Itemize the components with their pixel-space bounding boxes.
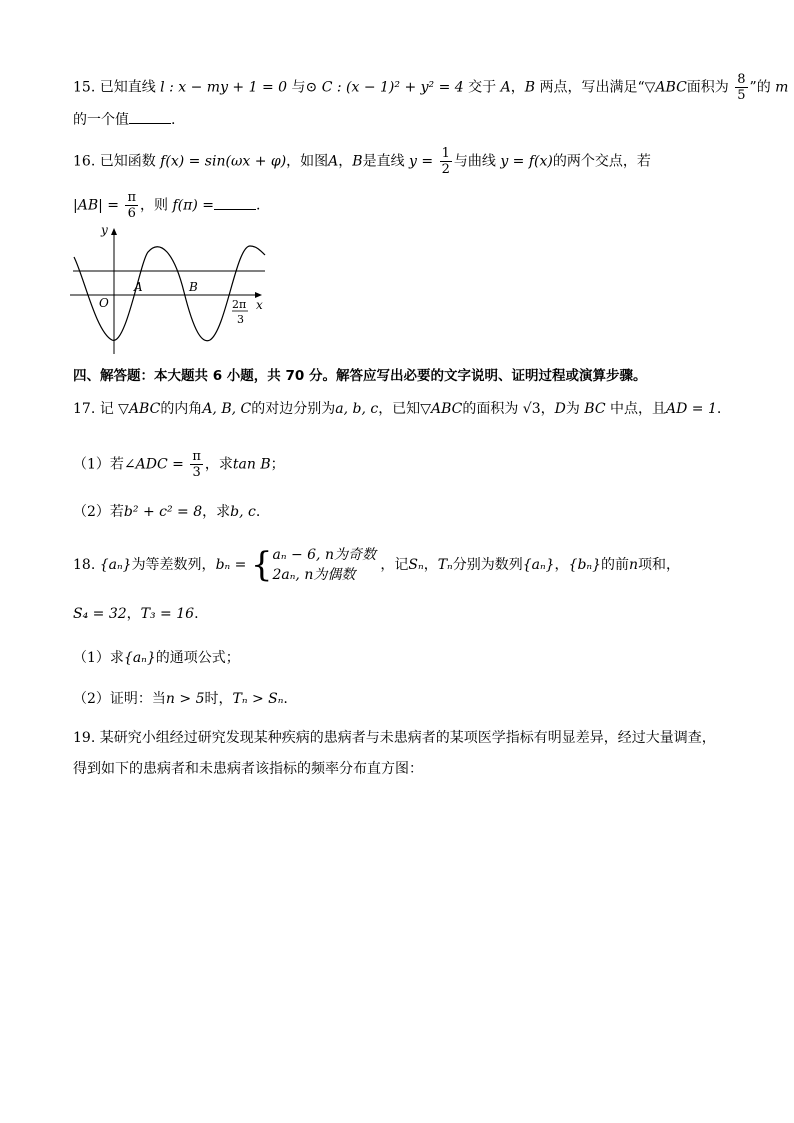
- point-b: B: [352, 153, 363, 170]
- denominator: 3: [192, 465, 201, 480]
- x-axis-label: x: [256, 298, 263, 312]
- ad-length: AD = 1: [666, 401, 717, 417]
- condition: n > 5: [165, 691, 205, 707]
- text: ，: [338, 153, 353, 170]
- fraction-1-2: [440, 146, 452, 177]
- text: 为等差数列，: [131, 557, 216, 573]
- text: 已知函数: [99, 153, 156, 170]
- sequence-a: {aₙ}: [123, 650, 156, 666]
- part-label: （1）若: [73, 456, 124, 473]
- text: 的两个交点，若: [552, 153, 651, 170]
- text: 交于: [468, 79, 497, 96]
- q17-part2: [73, 502, 260, 522]
- fraction-pi-3: [190, 449, 203, 480]
- point-d: D: [554, 401, 566, 417]
- text: ，求: [202, 504, 231, 520]
- q15-line1: [73, 72, 788, 103]
- point-a: A: [500, 79, 511, 96]
- fraction-pi-6: [125, 190, 138, 221]
- answer-blank[interactable]: [214, 195, 256, 210]
- q15-line2: [73, 109, 175, 130]
- text: 面积为: [686, 79, 729, 96]
- q18-line1: [73, 545, 680, 585]
- text: 的前: [601, 557, 629, 573]
- numerator: π: [127, 190, 137, 205]
- area-value: √3: [522, 401, 541, 417]
- segment-bc: BC: [584, 401, 606, 417]
- text: 时，: [204, 691, 233, 707]
- y-axis-label: y: [101, 223, 108, 237]
- q18-part1: [73, 648, 240, 668]
- tan-b: tan B: [232, 456, 271, 473]
- text: 为: [565, 401, 580, 417]
- curve-equation: y = f(x): [500, 153, 553, 170]
- text: ，如图: [286, 153, 329, 170]
- q15-number: 15.: [73, 79, 96, 96]
- fraction-8-5: [735, 72, 747, 103]
- part-label: （2）证明：当: [73, 691, 166, 707]
- triangle-abc: ▽ABC: [118, 401, 161, 417]
- bn-definition: bₙ =: [215, 557, 247, 573]
- sine-graph: [70, 222, 270, 357]
- answer-blank[interactable]: [129, 109, 171, 124]
- q18-line2: [73, 604, 199, 624]
- point-a-label: A: [134, 280, 143, 294]
- text: .: [255, 197, 261, 214]
- inequality: Tₙ > Sₙ: [232, 691, 284, 707]
- text: ”的: [749, 79, 771, 96]
- text: ，: [423, 557, 438, 573]
- y-equals: y =: [409, 153, 434, 170]
- q18-part2: [73, 689, 288, 709]
- variable-m: m: [775, 79, 789, 96]
- text: 与曲线: [453, 153, 496, 170]
- circle-equation: C : (x − 1)² + y² = 4: [321, 79, 464, 96]
- sequence-a: {aₙ}: [99, 557, 132, 573]
- text: 中点，且: [610, 401, 667, 417]
- denominator: 5: [737, 88, 746, 103]
- tick-denominator: 3: [237, 313, 244, 326]
- numerator: 8: [737, 72, 746, 87]
- text: ，求: [204, 456, 233, 473]
- text: ，: [554, 557, 569, 573]
- equation: b² + c² = 8: [123, 504, 203, 520]
- section-heading: 四、解答题：本大题共 6 小题，共 70 分。解答应写出必要的文字说明、证明过程或演算步骤。: [73, 368, 647, 384]
- text: ，: [126, 606, 141, 622]
- text: .: [171, 112, 176, 128]
- text: 的一个值: [73, 112, 129, 128]
- denominator: 6: [127, 206, 136, 221]
- text: 两点，写出满足“: [539, 79, 645, 96]
- text: .: [283, 691, 288, 707]
- text: ，记: [380, 557, 409, 573]
- q16-number: 16.: [73, 153, 96, 170]
- q16-line1: [73, 146, 651, 177]
- q19-line2: 得到如下的患病者和未患病者该指标的频率分布直方图：: [73, 761, 423, 777]
- s4-value: S₄ = 32: [73, 606, 127, 622]
- numerator: 1: [441, 146, 450, 161]
- case-odd: aₙ − 6, n为奇数: [272, 547, 376, 563]
- sum-t: Tₙ: [437, 557, 453, 573]
- point-a: A: [328, 153, 339, 170]
- q18-number: 18.: [73, 557, 96, 573]
- text: .: [716, 401, 722, 417]
- tick-numerator: 2π: [232, 298, 247, 311]
- triangle-abc: ▽ABC: [420, 401, 463, 417]
- point-b-label: B: [189, 280, 198, 294]
- text: 与⊙: [291, 79, 318, 96]
- text: 是直线: [362, 153, 405, 170]
- line-equation: l : x − my + 1 = 0: [160, 79, 288, 96]
- q19-line1: 19. 某研究小组经过研究发现某种疾病的患病者与未患病者的某项医学指标有明显差异，经过大量调查，: [73, 730, 716, 746]
- sum-s: Sₙ: [408, 557, 424, 573]
- text: ；: [270, 456, 285, 473]
- angles: A, B, C: [202, 401, 252, 417]
- part-label: （1）求: [73, 650, 124, 666]
- variables: b, c: [230, 504, 256, 520]
- y-arrow-icon: [111, 228, 117, 235]
- text: ，: [510, 79, 525, 96]
- origin-label: O: [99, 296, 109, 310]
- case-even: 2aₙ, n为偶数: [272, 567, 356, 583]
- denominator: 2: [441, 162, 450, 177]
- sine-curve: [74, 246, 265, 341]
- text: .: [255, 504, 261, 520]
- point-b: B: [524, 79, 536, 96]
- sides: a, b, c: [335, 401, 379, 417]
- q16-line2: [73, 190, 260, 221]
- ab-length: |AB| =: [73, 197, 120, 214]
- q17-line1: [73, 399, 721, 419]
- sequence-a: {aₙ}: [522, 557, 555, 573]
- function-definition: f(x) = sin(ωx + φ): [160, 153, 287, 170]
- piecewise-cases: [272, 545, 375, 585]
- angle-adc: ∠ADC =: [123, 456, 184, 473]
- text: ，则: [140, 197, 169, 214]
- text: 的内角: [160, 401, 203, 417]
- text: ，: [540, 401, 555, 417]
- text: .: [194, 606, 199, 622]
- t3-value: T₃ = 16: [140, 606, 195, 622]
- text: 项和，: [638, 557, 681, 573]
- f-of-pi: f(π) =: [172, 197, 214, 214]
- text: 的对边分别为: [251, 401, 336, 417]
- text: 的通项公式；: [155, 650, 240, 666]
- q17-number: 17.: [73, 401, 96, 417]
- variable-n: n: [629, 557, 639, 573]
- text: 的面积为: [462, 401, 519, 417]
- text: 记: [99, 401, 114, 417]
- part-label: （2）若: [73, 504, 124, 520]
- text: 已知直线: [99, 79, 156, 96]
- q17-part1: [73, 449, 285, 480]
- numerator: π: [192, 449, 201, 464]
- sequence-b: {bₙ}: [568, 557, 601, 573]
- text: 分别为数列: [452, 557, 523, 573]
- triangle-abc: ▽ABC: [644, 79, 687, 96]
- text: ，已知: [378, 401, 421, 417]
- brace-icon: {: [250, 545, 273, 585]
